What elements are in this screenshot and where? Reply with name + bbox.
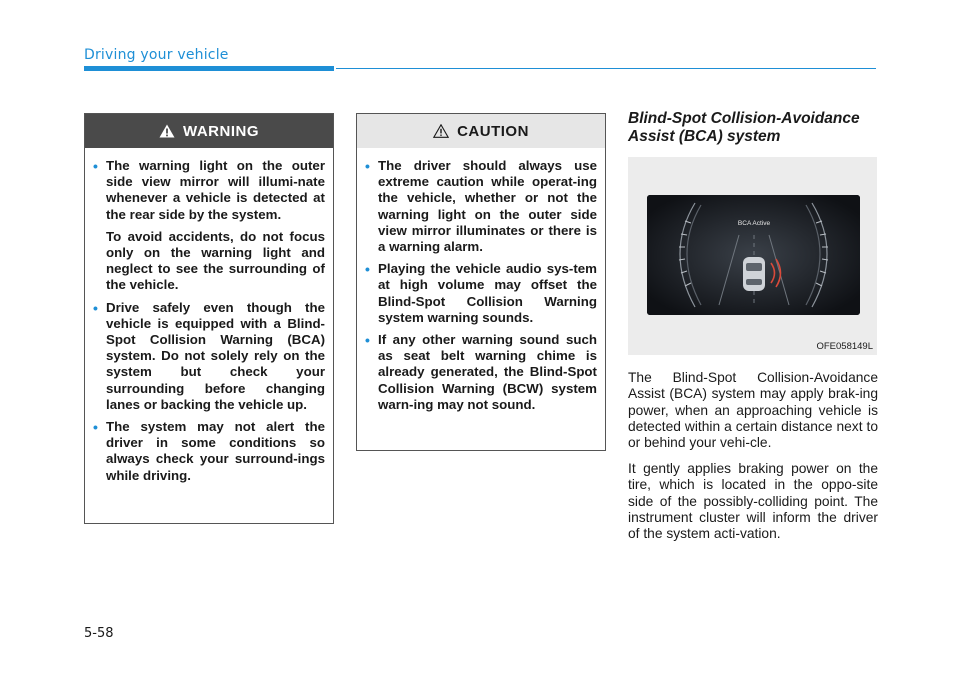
section-title: Blind-Spot Collision-Avoidance Assist (BCA) system: [628, 110, 860, 145]
cluster-illustration: [647, 195, 860, 315]
car-icon: [743, 257, 765, 291]
caution-box-header: [357, 114, 605, 148]
body-paragraph: The Blind-Spot Collision-Avoidance Assist (BCA) system may apply brak-ing power, when an approaching vehicle is detected within a certain distance next to or behind your vehi-cle.: [628, 370, 878, 451]
warning-box: [84, 113, 334, 524]
header-rule-thin: [336, 68, 876, 69]
body-paragraph: It gently applies braking power on the tire, which is located in the oppo-site side of the possibly-colliding point. The instrument cluster will inform the driver of the system acti-vation.: [628, 461, 878, 542]
warning-item: [93, 300, 325, 413]
warning-box-header: [85, 114, 333, 148]
warning-item-text: Drive safely even though the vehicle is equipped with a Blind-Spot Collision Warning (BCA) system. Do not solely rely on the system but check your surrounding before changing lanes or backing the vehicle up.: [106, 299, 325, 412]
caution-item-text: Playing the vehicle audio sys-tem at high volume may offset the Blind-Spot Collision Warning system warning sounds.: [378, 261, 597, 325]
warning-item-text: To avoid accidents, do not focus only on the warning light and neglect to see the surrounding of the vehicle.: [106, 228, 325, 293]
header-rule-thick: [84, 66, 334, 71]
warning-item-text: The warning light on the outer side view mirror will illumi-nate whenever a vehicle is detected at the rear side by the system.: [106, 158, 325, 222]
caution-item: [365, 332, 597, 413]
caution-item: [365, 261, 597, 326]
warning-triangle-icon: [159, 124, 175, 138]
caution-box-body: [357, 148, 605, 413]
caution-box: [356, 113, 606, 451]
caution-box-title: CAUTION: [457, 122, 529, 140]
warning-box-body: [85, 148, 333, 484]
warning-item: [93, 419, 325, 484]
bullet-icon: •: [365, 158, 370, 174]
section-header: Driving your vehicle: [84, 47, 229, 63]
cluster-figure: [628, 157, 877, 355]
cluster-status-text: BCA Active: [737, 220, 771, 227]
caution-item: [365, 158, 597, 255]
caution-item-text: The driver should always use extreme caution while operat-ing the vehicle, whether or not the warning light on the outer side view mirror illuminates or there is a warning alarm.: [378, 158, 597, 255]
warning-item-text: The system may not alert the driver in some conditions so always check your surround-ings while driving.: [106, 419, 325, 483]
bullet-icon: •: [93, 419, 98, 436]
figure-caption: OFE058149L: [816, 341, 873, 352]
caution-triangle-icon: [433, 124, 449, 138]
bullet-icon: •: [93, 299, 98, 316]
warning-box-title: WARNING: [183, 122, 259, 140]
caution-item-text: If any other warning sound such as seat belt warning chime is already generated, the Blind-Spot Collision Warning (BCW) system warn-ing may not sound.: [378, 332, 597, 412]
bullet-icon: •: [365, 261, 370, 278]
warning-item: [93, 158, 325, 294]
bullet-icon: •: [365, 332, 370, 349]
bullet-icon: •: [93, 158, 98, 174]
page-number: 5-58: [84, 626, 114, 641]
cluster-display: [647, 195, 860, 315]
